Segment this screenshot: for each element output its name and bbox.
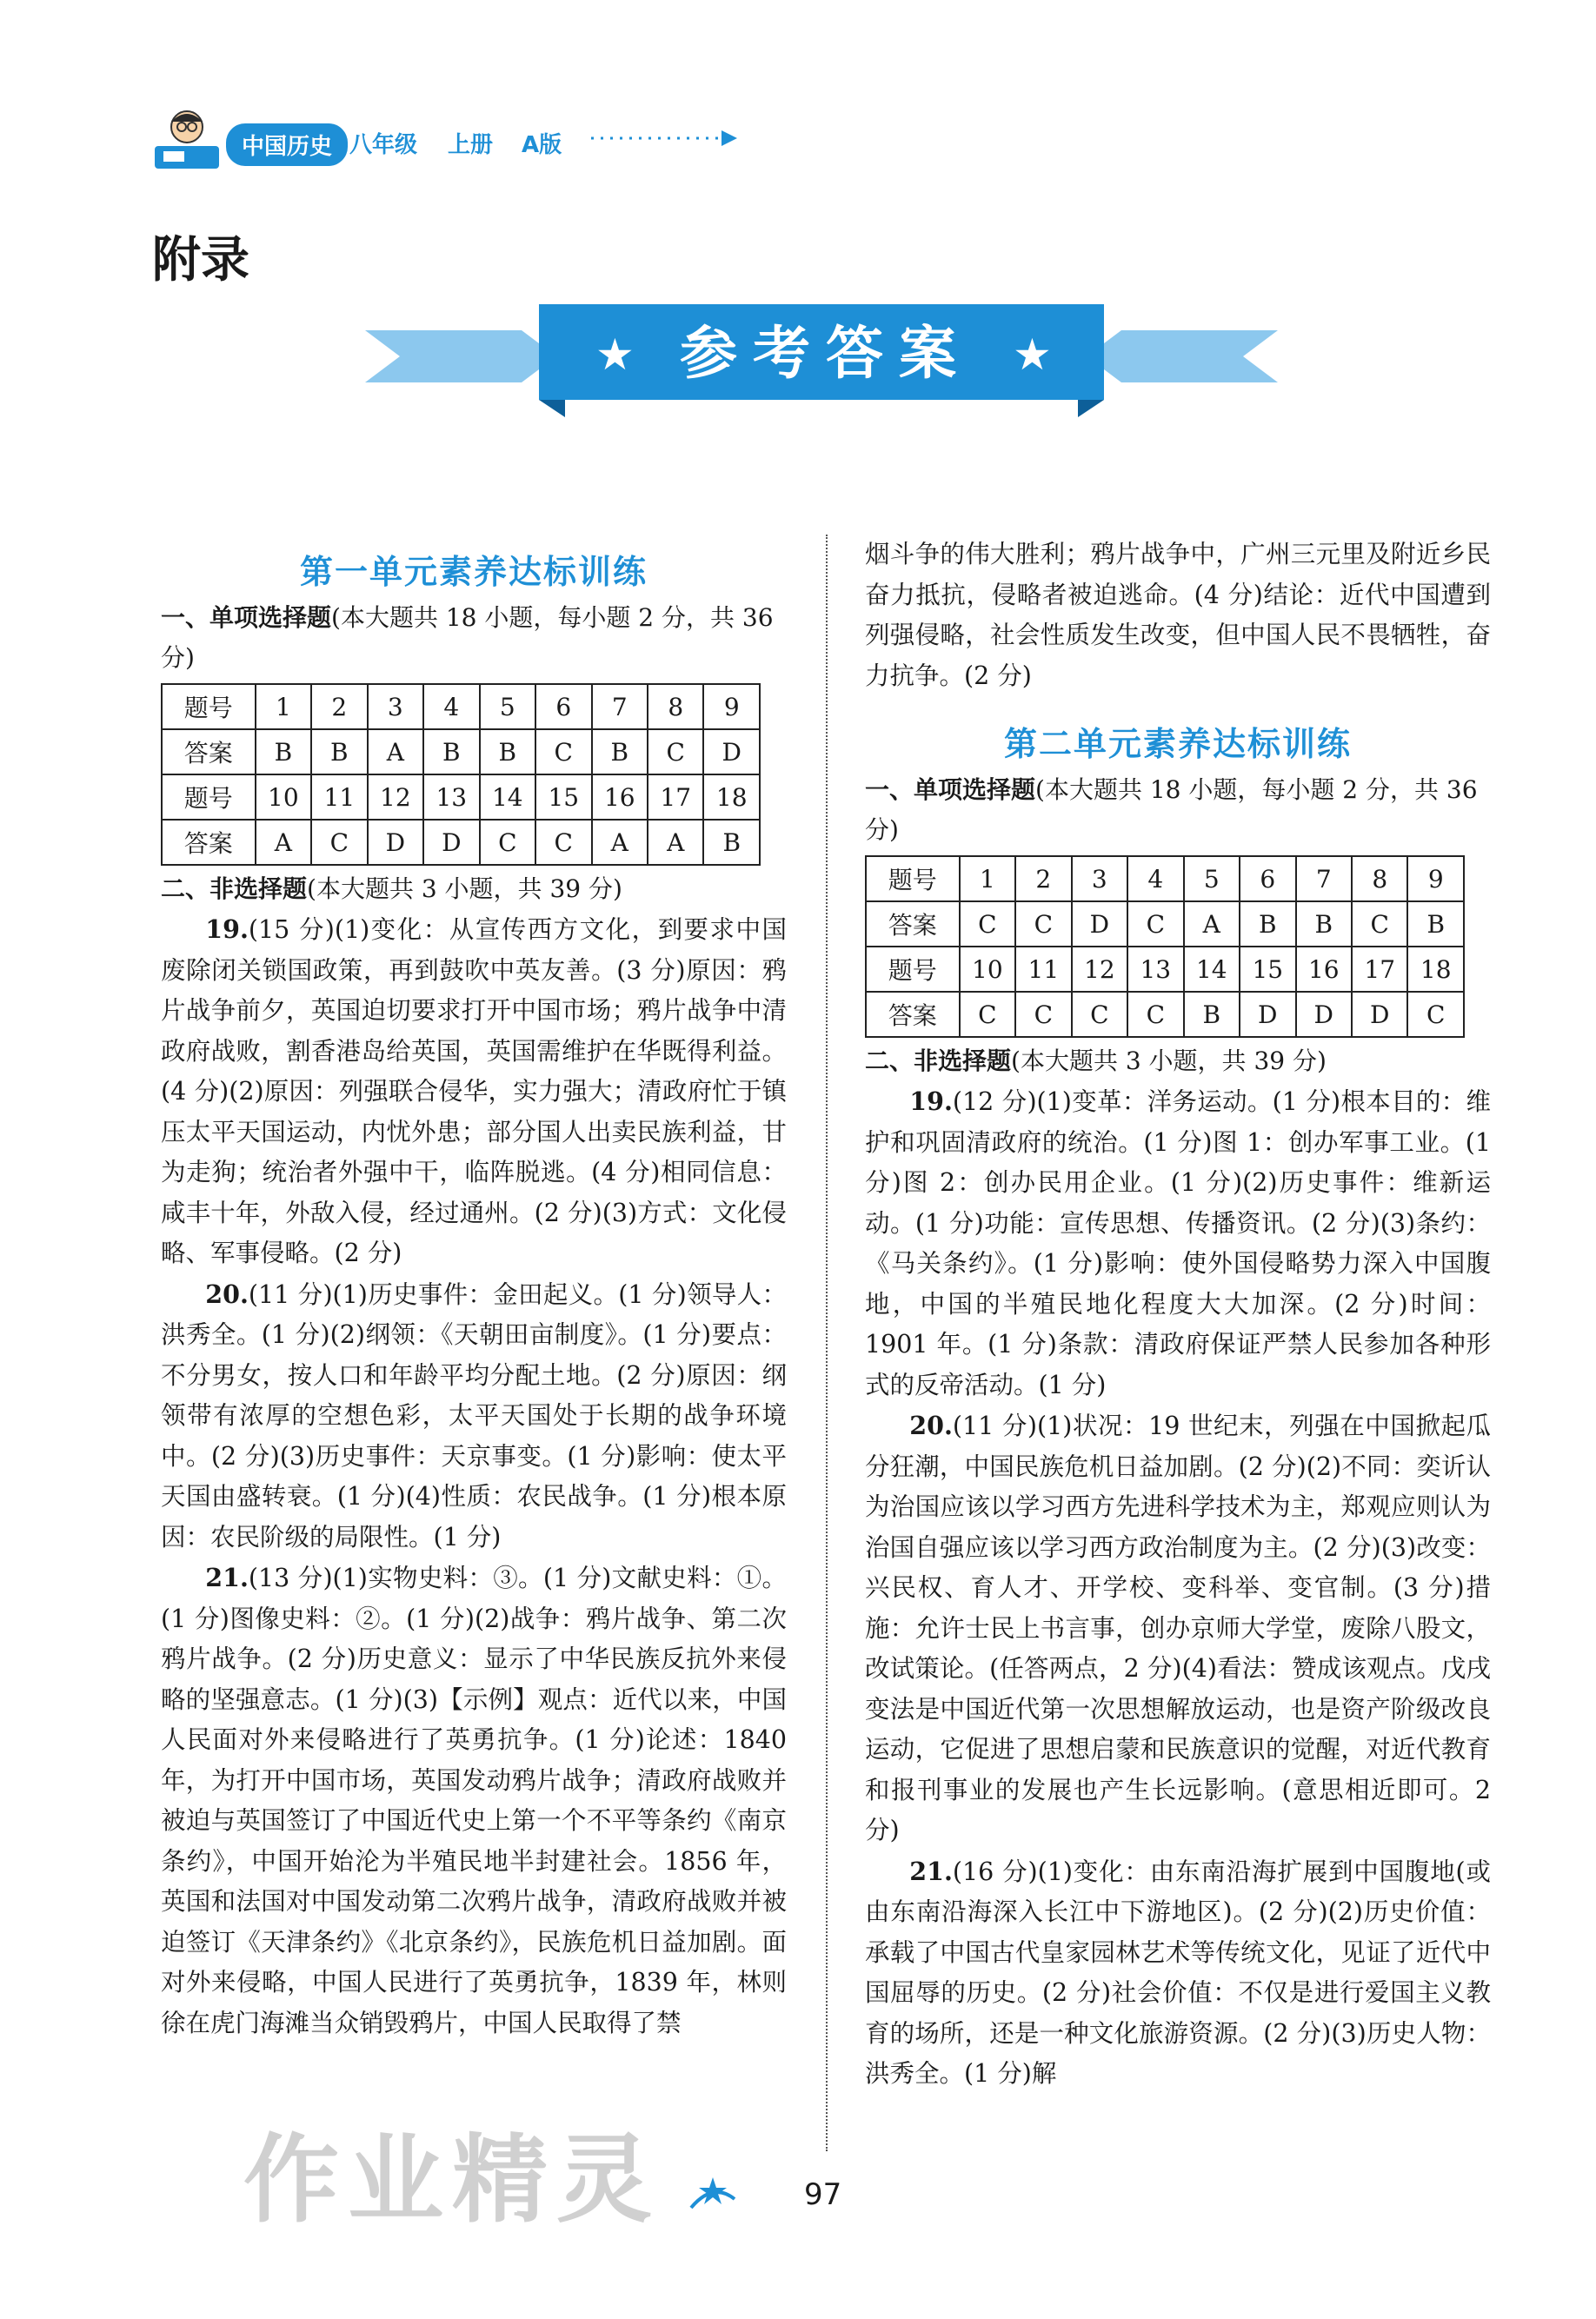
answer-cell: B [1240, 901, 1295, 947]
answer-cell: C [1015, 992, 1071, 1037]
answer-cell: B [1407, 901, 1464, 947]
question-cell: 7 [592, 684, 648, 729]
question-cell: 14 [1184, 947, 1240, 992]
answer-cell: C [1015, 901, 1071, 947]
question-cell: 3 [368, 684, 423, 729]
unit2-sec1-label: 一、单项选择题 [865, 775, 1036, 804]
question-cell: 6 [1240, 856, 1295, 901]
answer-cell: B [311, 729, 367, 774]
question-cell: 2 [311, 684, 367, 729]
question-cell: 7 [1296, 856, 1352, 901]
answer-cell: C [1127, 901, 1183, 947]
question-cell: 15 [535, 774, 591, 820]
unit2-answer-19 [865, 1081, 1491, 1405]
star-decoration-icon [687, 2173, 739, 2216]
question-cell: 17 [648, 774, 703, 820]
answer-cell: B [1296, 901, 1352, 947]
answer-text: (15 分)(1)变化：从宣传西方文化，到要求中国废除闭关锁国政策，再到鼓吹中英友善。(3 分)原因：鸦片战争前夕，英国迫切要求打开中国市场；鸦片战争中清政府战败，割香港岛给英国，英国需维护在华既得利益。(4 分)(2)原因：列强联合侵华，实力强大；清政府忙于镇压太平天国运动，内忧外患；部分国人出卖民族利益，甘为走狗；统治者外强中干，临阵脱逃。(4 分)相同信息：咸丰十年，外敌入侵，经过通州。(2 分)(3)方式：文化侵略、军事侵略。(2 分) [161, 915, 787, 1267]
answer-cell: D [1240, 992, 1295, 1037]
subject-badge: 中国历史 [226, 123, 348, 166]
question-cell: 3 [1072, 856, 1127, 901]
question-number: 19. [909, 1086, 953, 1116]
question-number: 19. [205, 914, 249, 944]
unit2-sec1-heading [865, 770, 1491, 850]
grade-label: 八年级 [349, 132, 418, 158]
unit2-sec2-heading [865, 1041, 1491, 1081]
question-cell: 1 [960, 856, 1015, 901]
unit1-sec1-note: (本大题共 18 小题，每小题 2 分，共 36 分) [161, 603, 774, 672]
answer-text: (11 分)(1)历史事件：金田起义。(1 分)领导人：洪秀全。(1 分)(2)纲领：《天朝田亩制度》。(1 分)要点：不分男女，按人口和年龄平均分配土地。(2 分)原因：纲领带有浓厚的空想色彩，太平天国处于长期的战争环境中。(2 分)(3)历史事件：天京事变。(1 分)影响：使太平天国由盛转衰。(1 分)(4)性质：农民战争。(1 分)根本原因：农民阶级的局限性。(1 分) [161, 1279, 787, 1552]
question-cell: 16 [592, 774, 648, 820]
question-cell: 5 [480, 684, 535, 729]
question-cell: 5 [1184, 856, 1240, 901]
answer-cell: B [592, 729, 648, 774]
question-cell: 18 [703, 774, 760, 820]
unit1-sec2-note: (本大题共 3 小题，共 39 分) [307, 874, 622, 903]
answer-text: (13 分)(1)实物史料：③。(1 分)文献史料：①。(1 分)图像史料：②。(1 分)(2)战争：鸦片战争、第二次鸦片战争。(2 分)历史意义：显示了中华民族反抗外来侵略的坚强意志。(1 分)(3)【示例】观点：近代以来，中国人民面对外来侵略进行了英勇抗争。(1 分)论述：1840 年，为打开中国市场，英国发动鸦片战争；清政府战败并被迫与英国签订了中国近代史上第一个不平等条约《南京条约》，中国开始沦为半殖民地半封建社会。1856 年，英国和法国对中国发动第二次鸦片战争，清政府战败并被迫签订《天津条约》《北京条约》，民族危机日益加剧。面对外来侵略，中国人民进行了英勇抗争，1839 年，林则徐在虎门海滩当众销毁鸦片，中国人民取得了禁 [161, 1564, 787, 2037]
question-cell: 4 [423, 684, 479, 729]
question-cell: 12 [1072, 947, 1127, 992]
answer-cell: B [1184, 992, 1240, 1037]
question-number: 20. [909, 1411, 953, 1440]
page-header [148, 104, 843, 174]
answer-text: (16 分)(1)变化：由东南沿海扩展到中国腹地(或由东南沿海深入长江中下游地区)。(2 分)(2)历史价值：承载了中国古代皇家园林艺术等传统文化，见证了近代中国屈辱的历史。(2 分)社会价值：不仅是进行爱国主义教育的场所，还是一种文化旅游资源。(2 分)(3)历史人物：洪秀全。(1 分)解 [865, 1857, 1491, 2088]
answer-text: (11 分)(1)状况：19 世纪末，列强在中国掀起瓜分狂潮，中国民族危机日益加剧。(2 分)(2)不同：奕䜣认为治国应该以学习西方先进科学技术为主，郑观应则认为治国自强应该以学习西方政治制度为主。(2 分)(3)改变：兴民权、育人才、开学校、变科举、变官制。(3 分)措施：允许士民上书言事，创办京师大学堂，废除八股文，改试策论。(任答两点，2 分)(4)看法：赞成该观点。戊戌变法是中国近代第一次思想解放运动，也是资产阶级改良运动，它促进了思想启蒙和民族意识的觉醒，对近代教育和报刊事业的发展也产生长远影响。(意思相近即可。2 分) [865, 1412, 1491, 1844]
question-cell: 8 [1352, 856, 1407, 901]
answer-cell: A [648, 820, 703, 865]
watermark: 作业精灵 [243, 2124, 661, 2236]
question-cell: 11 [311, 774, 367, 820]
unit1-answer-21 [161, 1558, 787, 2043]
question-cell: 16 [1296, 947, 1352, 992]
unit2-sec2-label: 二、非选择题 [865, 1047, 1012, 1075]
unit1-answer-20 [161, 1274, 787, 1558]
answer-cell: B [256, 729, 311, 774]
question-cell: 11 [1015, 947, 1071, 992]
table-header-cell: 题号 [162, 684, 256, 729]
unit2-answer-table [865, 855, 1465, 1038]
answer-cell: D [703, 729, 760, 774]
answer-cell: B [703, 820, 760, 865]
question-cell: 6 [535, 684, 591, 729]
question-cell: 10 [960, 947, 1015, 992]
right-column [865, 535, 1491, 2095]
unit2-answer-21 [865, 1851, 1491, 2095]
answer-cell: D [1296, 992, 1352, 1037]
answer-cell: C [480, 820, 535, 865]
unit1-title: 第一单元素养达标训练 [299, 552, 648, 591]
student-mascot-icon [148, 104, 226, 174]
answer-cell: C [960, 901, 1015, 947]
star-icon: ★ [1013, 329, 1052, 380]
table-header-cell: 答案 [866, 992, 960, 1037]
question-cell: 15 [1240, 947, 1295, 992]
answer-cell: A [368, 729, 423, 774]
answer-cell: C [1352, 901, 1407, 947]
answer-cell: C [1407, 992, 1464, 1037]
answer-cell: A [592, 820, 648, 865]
table-header-cell: 答案 [162, 820, 256, 865]
question-cell: 18 [1407, 947, 1464, 992]
table-row [162, 729, 760, 774]
unit1-answer-table [161, 683, 761, 866]
question-cell: 9 [1407, 856, 1464, 901]
table-row [866, 901, 1464, 947]
table-row [866, 856, 1464, 901]
table-header-cell: 题号 [866, 947, 960, 992]
appendix-title: 附录 [152, 232, 249, 289]
question-number: 21. [205, 1563, 249, 1592]
unit1-answer-21-continued: 烟斗争的伟大胜利；鸦片战争中，广州三元里及附近乡民奋力抵抗，侵略者被迫逃命。(4 分)结论：近代中国遭到列强侵略，社会性质发生改变，但中国人民不畏牺牲，奋力抗争。(2 分) [865, 540, 1491, 690]
question-cell: 13 [423, 774, 479, 820]
answer-cell: D [1072, 901, 1127, 947]
answer-cell: C [648, 729, 703, 774]
unit1-sec2-heading [161, 869, 787, 909]
answer-cell: B [480, 729, 535, 774]
table-header-cell: 答案 [866, 901, 960, 947]
answer-cell: D [1352, 992, 1407, 1037]
table-header-cell: 题号 [866, 856, 960, 901]
unit1-sec2-label: 二、非选择题 [161, 874, 308, 903]
question-cell: 8 [648, 684, 703, 729]
unit1-answer-19 [161, 909, 787, 1274]
question-cell: 10 [256, 774, 311, 820]
table-header-cell: 答案 [162, 729, 256, 774]
unit2-answer-20 [865, 1405, 1491, 1851]
answer-cell: A [256, 820, 311, 865]
answer-cell: C [311, 820, 367, 865]
question-cell: 4 [1127, 856, 1183, 901]
table-row [162, 684, 760, 729]
unit2-sec2-note: (本大题共 3 小题，共 39 分) [1011, 1047, 1327, 1075]
answer-cell: C [1072, 992, 1127, 1037]
question-cell: 13 [1127, 947, 1183, 992]
answer-cell: C [1127, 992, 1183, 1037]
answer-cell: A [1184, 901, 1240, 947]
dotted-arrow-icon [591, 125, 739, 151]
question-cell: 9 [703, 684, 760, 729]
edition-label: A版 [522, 132, 562, 158]
answer-cell: C [960, 992, 1015, 1037]
volume-label: 上册 [448, 132, 494, 158]
left-column [161, 535, 787, 2043]
answer-cell: D [368, 820, 423, 865]
answer-cell: C [535, 729, 591, 774]
table-header-cell: 题号 [162, 774, 256, 820]
question-cell: 1 [256, 684, 311, 729]
question-cell: 14 [480, 774, 535, 820]
answer-cell: B [423, 729, 479, 774]
unit1-sec1-label: 一、单项选择题 [161, 603, 332, 632]
question-number: 20. [205, 1279, 249, 1309]
table-row [162, 820, 760, 865]
banner-title: 参考答案 [680, 319, 972, 387]
table-row [866, 992, 1464, 1037]
answer-cell: D [423, 820, 479, 865]
unit1-sec1-heading [161, 598, 787, 678]
question-cell: 17 [1352, 947, 1407, 992]
table-row [866, 947, 1464, 992]
page-number: 97 [804, 2177, 842, 2212]
unit2-title: 第二单元素养达标训练 [1003, 724, 1352, 763]
table-row [162, 774, 760, 820]
question-number: 21. [909, 1856, 953, 1886]
column-divider [826, 535, 828, 2151]
question-cell: 2 [1015, 856, 1071, 901]
answer-text: (12 分)(1)变革：洋务运动。(1 分)根本目的：维护和巩固清政府的统治。(1 分)图 1：创办军事工业。(1 分)图 2：创办民用企业。(1 分)(2)历史事件：维新运动。(1 分)功能：宣传思想、传播资讯。(2 分)(3)条约：《马关条约》。(1 分)影响：使外国侵略势力深入中国腹地，中国的半殖民地化程度大大加深。(2 分)时间：1901 年。(1 分)条款：清政府保证严禁人民参加各种形式的反帝活动。(1 分) [865, 1087, 1491, 1399]
star-icon: ★ [595, 329, 635, 380]
unit2-sec1-note: (本大题共 18 小题，每小题 2 分，共 36 分) [865, 775, 1478, 844]
answer-cell: C [535, 820, 591, 865]
question-cell: 12 [368, 774, 423, 820]
